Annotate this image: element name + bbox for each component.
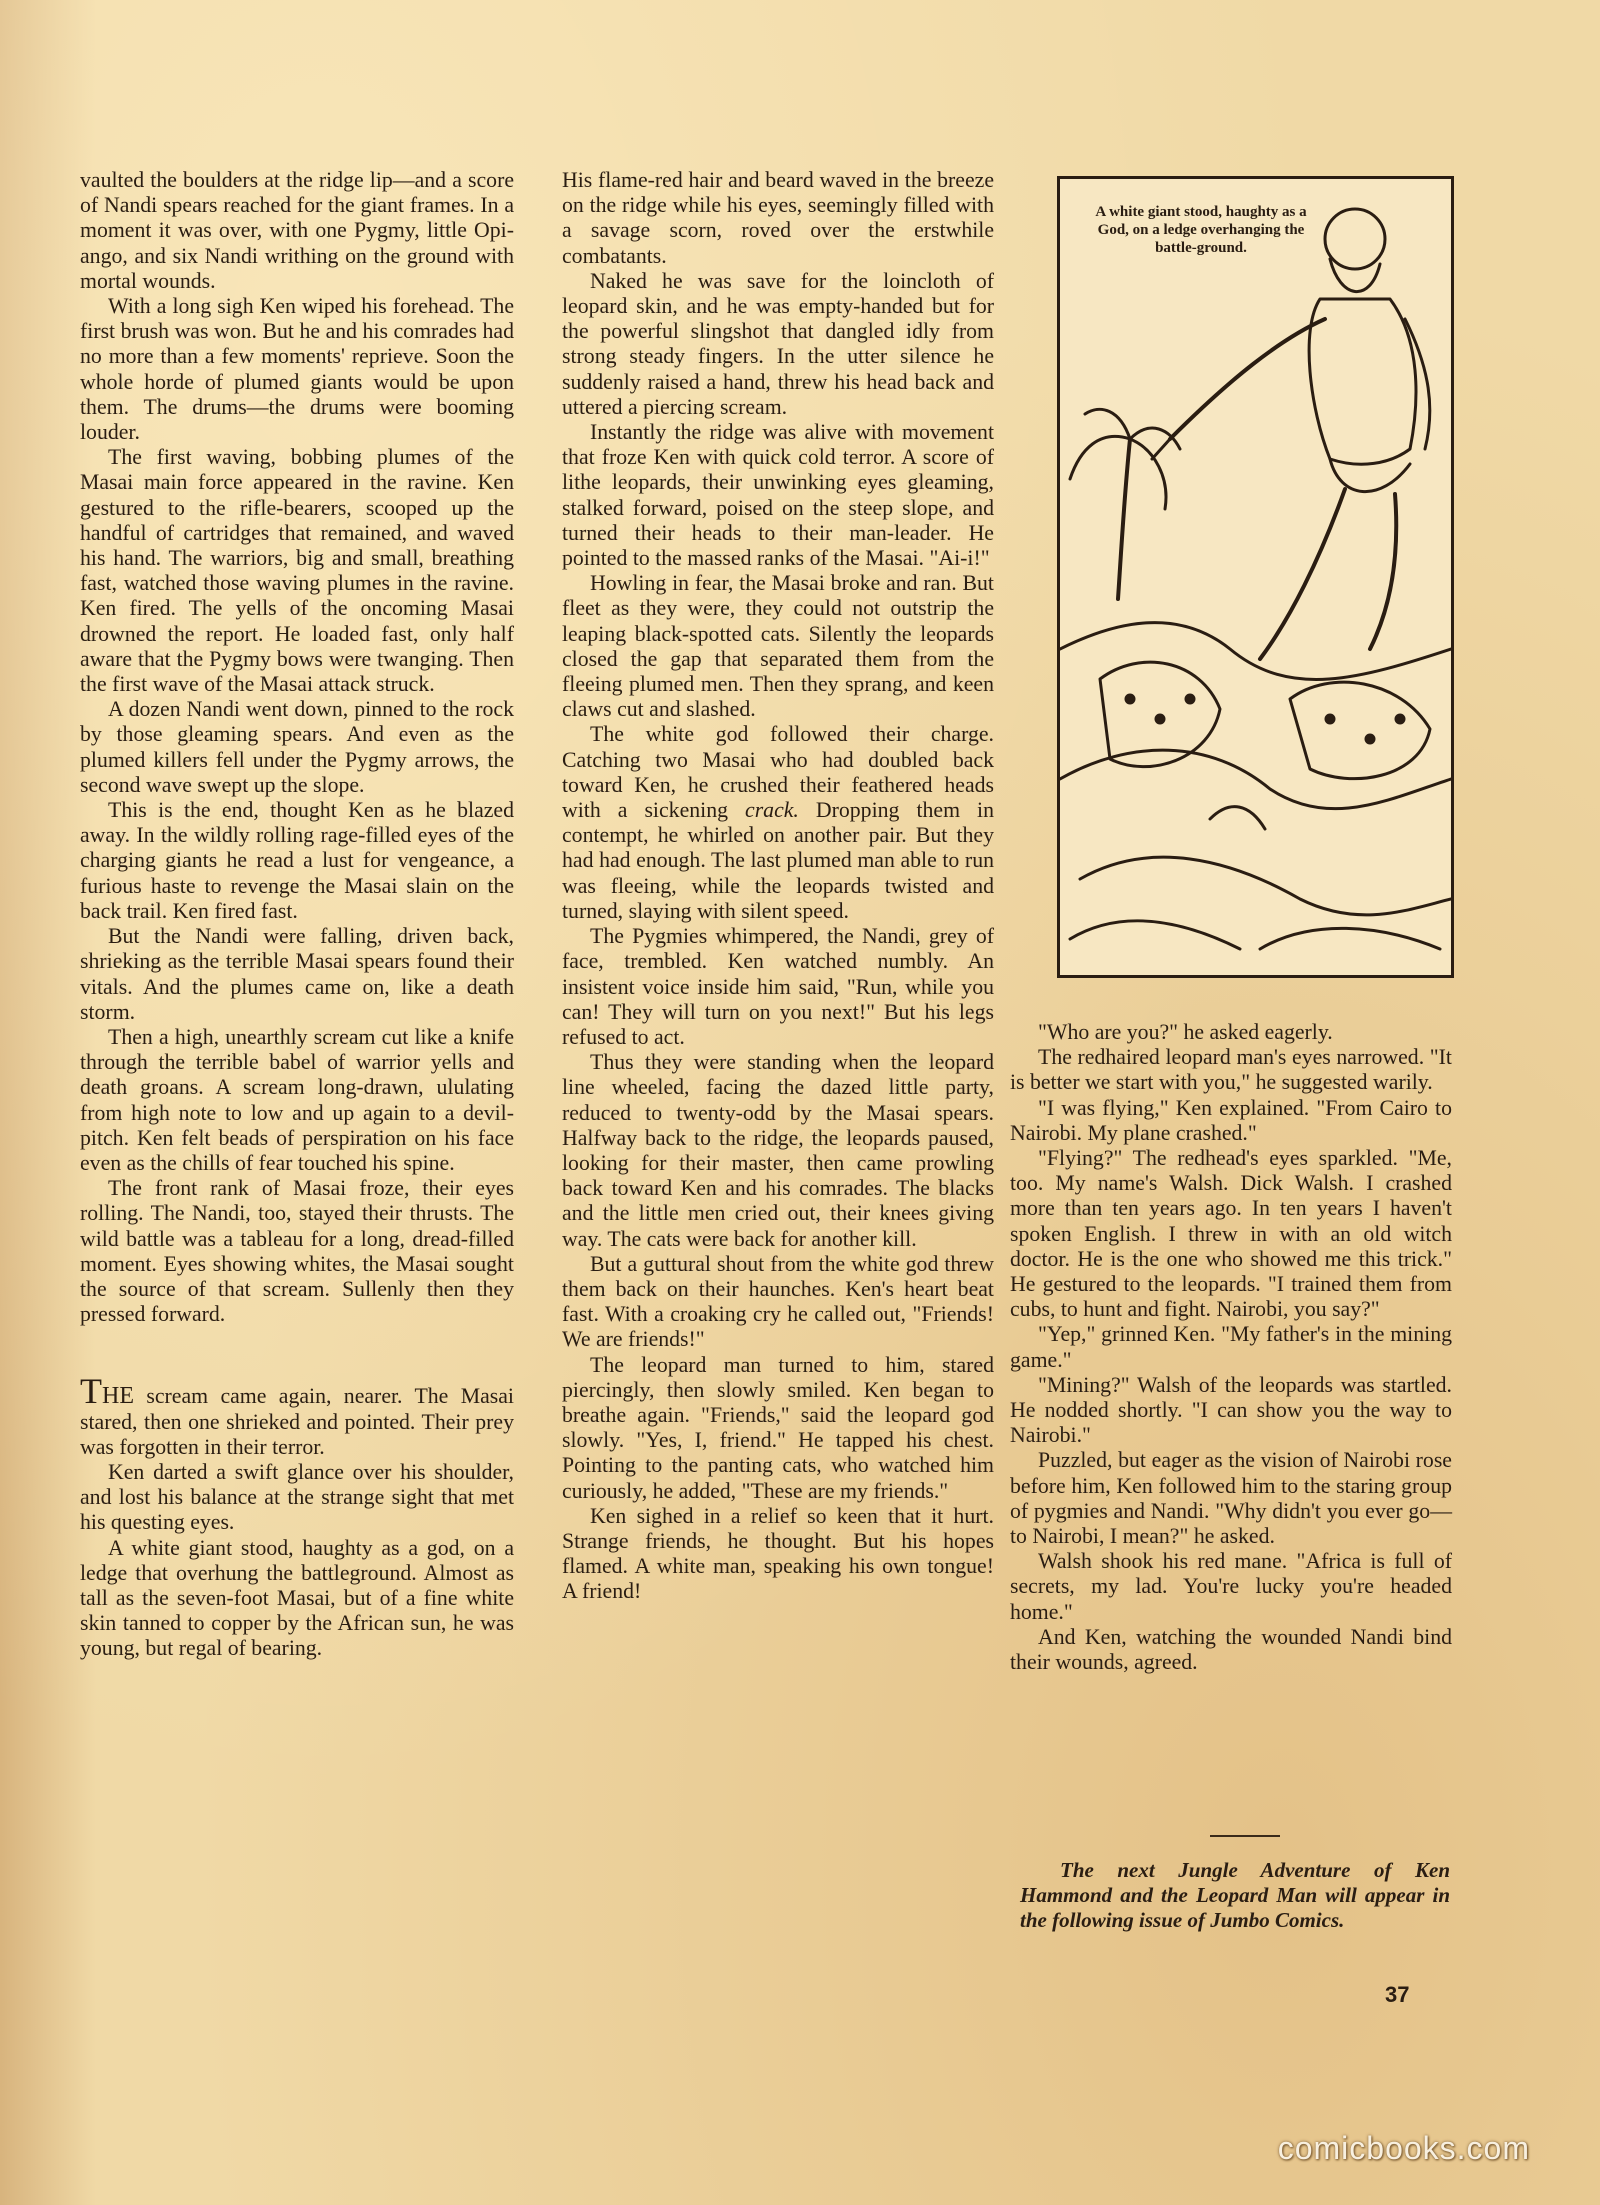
paragraph: The first waving, bobbing plumes of the Masai main force appeared in the ravine. Ken gestured to the rifle-bearers, scooped up the handful of cartridges that remained, and waved his hand. The warriors, big and small, breathing fast, watched those waving plumes in the ravine. Ken fired. The yells of the oncoming Masai drowned the report. He loaded fast, only half aware that the Pygmy bows were twanging. Then the first wave of the Masai attack struck. [80,445,514,697]
text-column-3 [1010,1020,1452,1675]
paragraph: Ken sighed in a relief so keen that it hurt. Strange friends, he thought. But his hopes flamed. A white man, speaking his own tongue! A friend! [562,1503,994,1604]
text-column-2 [562,168,994,1605]
paragraph: Thus they were standing when the leopard line wheeled, facing the dazed little party, reduced to twenty-odd by the Masai spears. Halfway back to the ridge, the leopards paused, looking for their master, then came prowling back toward Ken and his comrades. The blacks and the little men cried out, their knees giving way. The cats were back for another kill. [562,1050,994,1251]
section-lead-text: scream came again, nearer. The Masai stared, then one shrieked and pointed. Their prey was forgotten in their terror. [80,1384,514,1459]
italic-word: crack. [745,798,799,823]
white-giant-illustration [1060,179,1451,975]
paragraph: The front rank of Masai froze, their eyes rolling. The Nandi, too, stayed their thrusts. The wild battle was a tableau for a long, dread-filled moment. Eyes showing whites, the Masai sought the source of that scream. Sullenly then they pressed forward. [80,1176,514,1327]
text-column-1 [80,168,514,1662]
text-run: The white god followed their charge. Catching two Masai who had doubled back toward Ken, he crushed their feathered heads with a sickening [562,722,994,823]
illustration-panel [1057,176,1454,978]
paragraph: But a guttural shout from the white god threw them back on their haunches. Ken's heart beat fast. With a croaking cry he called out, "Friends! We are friends!" [562,1251,994,1352]
paragraph: Ken darted a swift glance over his shoulder, and lost his balance at the strange sight that met his questing eyes. [80,1459,514,1535]
watermark: comicbooks.com [1277,2130,1530,2166]
paragraph: Walsh shook his red mane. "Africa is full of secrets, my lad. You're lucky you're headed home." [1010,1549,1452,1624]
paragraph: With a long sigh Ken wiped his forehead. The first brush was won. But he and his comrades had no more than a few moments' reprieve. Soon the whole horde of plumed giants would be upon them. The drums—the drums were booming louder. [80,294,514,445]
divider-rule [1210,1835,1280,1837]
paragraph: The leopard man turned to him, stared piercingly, then slowly smiled. Ken began to breathe again. "Friends," said the leopard god slowly. "Yes, I, friend." He tapped his chest. Pointing to the panting cats, who watched him curiously, he added, "These are my friends." [562,1352,994,1503]
paragraph [562,722,994,924]
paragraph: But the Nandi were falling, driven back, shrieking as the terrible Masai spears found their vitals. And the plumes came on, like a death storm. [80,924,514,1024]
paragraph: And Ken, watching the wounded Nandi bind their wounds, agreed. [1010,1624,1452,1675]
section-gap [80,1327,514,1379]
paragraph: Then a high, unearthly scream cut like a knife through the terrible babel of warrior yells and death groans. A scream long-drawn, ululating from high note to low and up again to a devil-pitch. Ken felt beads of perspiration on his face even as the chills of fear touched his spine. [80,1024,514,1175]
small-caps-lead: HE [102,1383,134,1410]
drop-cap: T [80,1371,102,1412]
paragraph: "Who are you?" he asked eagerly. [1038,1020,1333,1044]
paragraph: "Yep," grinned Ken. "My father's in the mining game." [1010,1322,1452,1372]
paragraph: "Flying?" The redhead's eyes sparkled. "Me, too. My name's Walsh. Dick Walsh. I crashed more than ten years ago. In ten years I haven't spoken English. I threw in with an old witch doctor. He is the one who showed me this trick." He gestured to the leopards. "I trained them from cubs, to hunt and fight. Nairobi, you say?" [1010,1146,1452,1322]
section-lead-paragraph [80,1371,514,1460]
paragraph: The Pygmies whimpered, the Nandi, grey of face, trembled. Ken watched numbly. An insistent voice inside him said, "Run, while you can! They will turn on you next!" But his legs refused to act. [562,924,994,1049]
paragraph: A white giant stood, haughty as a god, on a ledge that overhung the battleground. Almost as tall as the seven-foot Masai, but of a fine white skin tanned to copper by the African sun, he was young, but regal of bearing. [80,1535,514,1661]
teaser-text: The next Jungle Adventure of Ken Hammond and the Leopard Man will appear in the following issue of Jumbo Comics. [1020,1858,1450,1932]
paragraph: Howling in fear, the Masai broke and ran. But fleet as they were, they could not outstrip the leaping black-spotted cats. Silently the leopards closed the gap that separated them from the fleeing plumed men. Then they sprang, and keen claws cut and slashed. [562,571,994,722]
paragraph: "Mining?" Walsh of the leopards was startled. He nodded shortly. "I can show you the way to Nairobi." [1010,1372,1452,1448]
paragraph: This is the end, thought Ken as he blazed away. In the wildly rolling rage-filled eyes of the charging giants he read a lust for vengeance, a furious haste to revenge the Masai slain on the back trail. Ken fired fast. [80,798,514,923]
paragraph: Naked he was save for the loincloth of leopard skin, and he was empty-handed but for the powerful slingshot that dangled idly from strong steady fingers. In the utter silence he suddenly raised a hand, threw his head back and uttered a piercing scream. [562,268,994,419]
paragraph: The redhaired leopard man's eyes narrowed. "It is better we start with you," he suggested warily. [1010,1045,1452,1095]
illustration-caption: A white giant stood, haughty as a God, on a ledge overhanging the battle-ground. [1095,204,1307,256]
text-run: Dropping them in contempt, he whirled on another pair. But they had had enough. The last plumed man able to run was fleeing, while the leopards twisted and turned, slaying with silent speed. [562,798,995,923]
paragraph: "I was flying," Ken explained. "From Cairo to Nairobi. My plane crashed." [1010,1095,1452,1145]
paragraph: A dozen Nandi went down, pinned to the rock by those gleaming spears. And even as the plumed killers fell under the Pygmy arrows, the second wave swept up the slope. [80,697,514,797]
paragraph: Instantly the ridge was alive with movement that froze Ken with quick cold terror. A score of lithe leopards, their unwinking eyes gleaming, stalked forward, poised on the steep slope, and turned their heads to their man-leader. He pointed to the massed ranks of the Masai. "Ai-i!" [562,420,994,571]
paragraph: vaulted the boulders at the ridge lip—and a score of Nandi spears reached for the giant frames. In a moment it was over, with one Pygmy, little Opi-ango, and six Nandi writhing on the ground with mortal wounds. [80,168,514,293]
next-issue-teaser [1020,1858,1450,1933]
paragraph: His flame-red hair and beard waved in the breeze on the ridge while his eyes, seemingly filled with a savage scorn, roved over the erstwhile combatants. [562,168,994,268]
page-number: 37 [1385,1982,1410,2007]
paragraph: Puzzled, but eager as the vision of Nairobi rose before him, Ken followed him to the staring group of pygmies and Nandi. "Why didn't you ever go—to Nairobi, I mean?" he asked. [1010,1448,1452,1549]
